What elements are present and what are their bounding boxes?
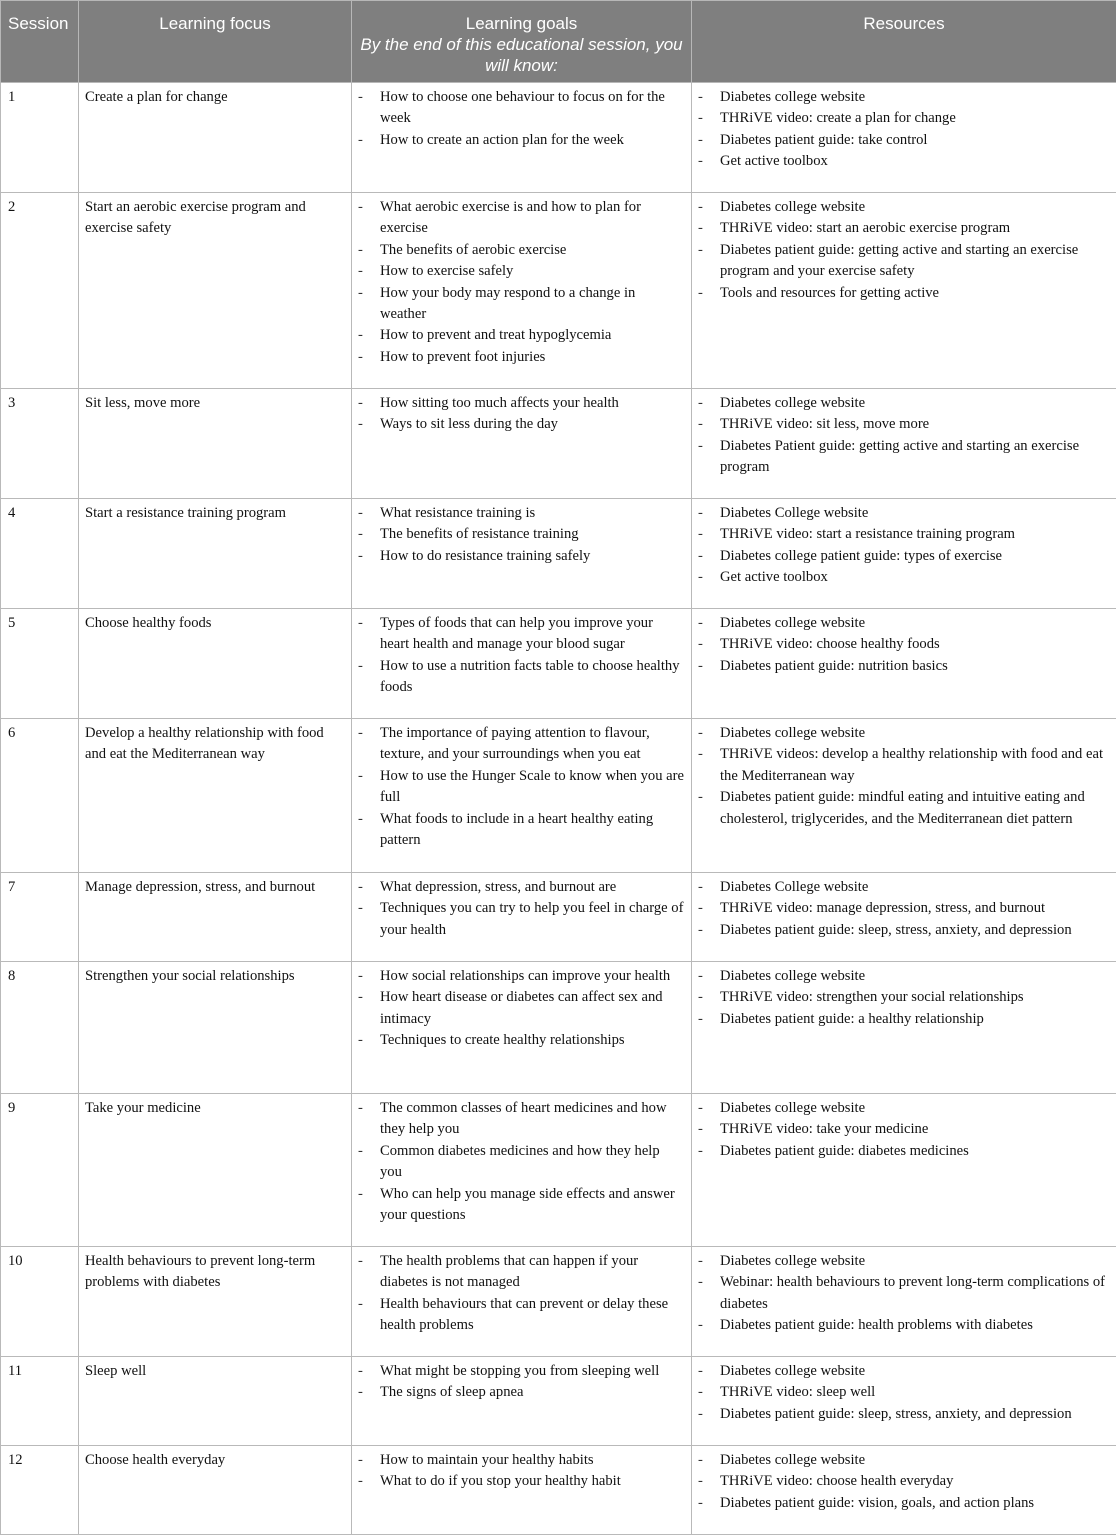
resources xyxy=(692,83,1116,193)
learning-goals-list xyxy=(358,1361,685,1404)
session-number: 10 xyxy=(1,1247,79,1357)
resources-list xyxy=(698,87,1110,173)
session-number: 8 xyxy=(1,962,79,1094)
header-row xyxy=(1,1,1116,83)
learning-goals xyxy=(352,499,692,609)
learning-goals xyxy=(352,1094,692,1247)
session-number: 12 xyxy=(1,1446,79,1535)
goal-item: - How to create an action plan for the week xyxy=(358,130,685,151)
resource-item: - Diabetes patient guide: getting active and starting an exercise program and your exercise safety xyxy=(698,240,1110,283)
learning-goals xyxy=(352,1247,692,1357)
resource-item: - Diabetes patient guide: vision, goals, and action plans xyxy=(698,1493,1110,1514)
learning-focus: Health behaviours to prevent long-term problems with diabetes xyxy=(79,1247,352,1357)
session-number: 5 xyxy=(1,609,79,719)
resource-item: - Diabetes college website xyxy=(698,966,1110,987)
goal-item: - The signs of sleep apnea xyxy=(358,1382,685,1403)
table-row xyxy=(1,193,1116,389)
goal-item: - How to exercise safely xyxy=(358,261,685,282)
resources-list xyxy=(698,613,1110,677)
resources xyxy=(692,1247,1116,1357)
goal-item: - The common classes of heart medicines and how they help you xyxy=(358,1098,685,1141)
resource-item: - THRiVE videos: develop a healthy relationship with food and eat the Mediterranean way xyxy=(698,744,1110,787)
learning-goals-list xyxy=(358,1450,685,1493)
session-number: 7 xyxy=(1,873,79,962)
learning-focus: Develop a healthy relationship with food and eat the Mediterranean way xyxy=(79,719,352,873)
goal-item: - How your body may respond to a change in weather xyxy=(358,283,685,326)
resources-list xyxy=(698,723,1110,830)
learning-goals-list xyxy=(358,197,685,368)
goal-item: - Ways to sit less during the day xyxy=(358,414,685,435)
learning-goals xyxy=(352,962,692,1094)
goal-item: - Techniques to create healthy relationships xyxy=(358,1030,685,1051)
resource-item: - Diabetes college website xyxy=(698,613,1110,634)
learning-goals-list xyxy=(358,613,685,699)
table-row xyxy=(1,499,1116,609)
learning-focus: Choose healthy foods xyxy=(79,609,352,719)
resource-item: - Diabetes college website xyxy=(698,87,1110,108)
learning-goals xyxy=(352,83,692,193)
resource-item: - THRiVE video: start a resistance training program xyxy=(698,524,1110,545)
learning-goals xyxy=(352,389,692,499)
resource-item: - THRiVE video: manage depression, stress, and burnout xyxy=(698,898,1110,919)
resource-item: - THRiVE video: create a plan for change xyxy=(698,108,1110,129)
learning-focus: Start a resistance training program xyxy=(79,499,352,609)
goal-item: - How to choose one behaviour to focus on for the week xyxy=(358,87,685,130)
goal-item: - How to use a nutrition facts table to choose healthy foods xyxy=(358,656,685,699)
learning-focus: Sit less, move more xyxy=(79,389,352,499)
goal-item: - Health behaviours that can prevent or delay these health problems xyxy=(358,1294,685,1337)
resource-item: - Diabetes college website xyxy=(698,1251,1110,1272)
learning-goals xyxy=(352,873,692,962)
table-header xyxy=(1,1,1116,83)
table-row xyxy=(1,1446,1116,1535)
learning-focus: Start an aerobic exercise program and exercise safety xyxy=(79,193,352,389)
learning-goals-list xyxy=(358,503,685,567)
resource-item: - THRiVE video: sleep well xyxy=(698,1382,1110,1403)
resources-list xyxy=(698,197,1110,304)
header-resources: Resources xyxy=(692,1,1116,83)
session-number: 6 xyxy=(1,719,79,873)
table-row xyxy=(1,609,1116,719)
resources xyxy=(692,719,1116,873)
session-number: 9 xyxy=(1,1094,79,1247)
header-learning-goals-title: Learning goals xyxy=(465,14,578,33)
session-number: 2 xyxy=(1,193,79,389)
learning-focus: Choose health everyday xyxy=(79,1446,352,1535)
goal-item: - The health problems that can happen if your diabetes is not managed xyxy=(358,1251,685,1294)
goal-item: - How to use the Hunger Scale to know when you are full xyxy=(358,766,685,809)
resources xyxy=(692,1446,1116,1535)
learning-goals-list xyxy=(358,393,685,436)
goal-item: - The benefits of aerobic exercise xyxy=(358,240,685,261)
resource-item: - Webinar: health behaviours to prevent long-term complications of diabetes xyxy=(698,1272,1110,1315)
resource-item: - Diabetes college website xyxy=(698,723,1110,744)
resource-item: - Diabetes patient guide: mindful eating and intuitive eating and cholesterol, triglycerides, and the Mediterranean diet pattern xyxy=(698,787,1110,830)
learning-goals-list xyxy=(358,87,685,151)
resource-item: - THRiVE video: choose healthy foods xyxy=(698,634,1110,655)
header-learning-focus: Learning focus xyxy=(79,1,352,83)
goal-item: - How to maintain your healthy habits xyxy=(358,1450,685,1471)
table-row xyxy=(1,389,1116,499)
resource-item: - Diabetes college website xyxy=(698,393,1110,414)
resource-item: - Diabetes patient guide: take control xyxy=(698,130,1110,151)
goal-item: - Who can help you manage side effects and answer your questions xyxy=(358,1184,685,1227)
resources-list xyxy=(698,1361,1110,1425)
goal-item: - What resistance training is xyxy=(358,503,685,524)
goal-item: - What depression, stress, and burnout are xyxy=(358,877,685,898)
goal-item: - Common diabetes medicines and how they help you xyxy=(358,1141,685,1184)
goal-item: - The benefits of resistance training xyxy=(358,524,685,545)
resource-item: - Diabetes patient guide: sleep, stress, anxiety, and depression xyxy=(698,1404,1110,1425)
table-row xyxy=(1,1357,1116,1446)
resource-item: - Get active toolbox xyxy=(698,151,1110,172)
resource-item: - Diabetes college patient guide: types of exercise xyxy=(698,546,1110,567)
resource-item: - Diabetes patient guide: a healthy relationship xyxy=(698,1009,1110,1030)
goal-item: - How to prevent foot injuries xyxy=(358,347,685,368)
header-learning-goals xyxy=(352,1,692,83)
goal-item: - What aerobic exercise is and how to plan for exercise xyxy=(358,197,685,240)
goal-item: - Techniques you can try to help you feel in charge of your health xyxy=(358,898,685,941)
resource-item: - Diabetes college website xyxy=(698,197,1110,218)
learning-goals-list xyxy=(358,1251,685,1337)
table-row xyxy=(1,1094,1116,1247)
resources xyxy=(692,389,1116,499)
learning-goals xyxy=(352,609,692,719)
resources xyxy=(692,609,1116,719)
resource-item: - Diabetes Patient guide: getting active and starting an exercise program xyxy=(698,436,1110,479)
resources-list xyxy=(698,503,1110,589)
resource-item: - Diabetes patient guide: diabetes medicines xyxy=(698,1141,1110,1162)
goal-item: - How sitting too much affects your health xyxy=(358,393,685,414)
resource-item: - Tools and resources for getting active xyxy=(698,283,1110,304)
goal-item: - What to do if you stop your healthy habit xyxy=(358,1471,685,1492)
learning-focus: Manage depression, stress, and burnout xyxy=(79,873,352,962)
table-body xyxy=(1,83,1116,1535)
resource-item: - Diabetes College website xyxy=(698,503,1110,524)
resources xyxy=(692,193,1116,389)
header-learning-goals-subtitle: By the end of this educational session, you will know: xyxy=(360,35,683,75)
learning-goals xyxy=(352,719,692,873)
goal-item: - What might be stopping you from sleeping well xyxy=(358,1361,685,1382)
learning-goals-list xyxy=(358,723,685,851)
resource-item: - Get active toolbox xyxy=(698,567,1110,588)
resources xyxy=(692,499,1116,609)
resource-item: - Diabetes patient guide: nutrition basics xyxy=(698,656,1110,677)
resources-list xyxy=(698,1251,1110,1337)
resource-item: - Diabetes college website xyxy=(698,1450,1110,1471)
goal-item: - What foods to include in a heart healthy eating pattern xyxy=(358,809,685,852)
resource-item: - Diabetes College website xyxy=(698,877,1110,898)
resources xyxy=(692,873,1116,962)
learning-focus: Sleep well xyxy=(79,1357,352,1446)
resource-item: - THRiVE video: choose health everyday xyxy=(698,1471,1110,1492)
resource-item: - THRiVE video: strengthen your social relationships xyxy=(698,987,1110,1008)
session-number: 3 xyxy=(1,389,79,499)
resource-item: - Diabetes patient guide: health problems with diabetes xyxy=(698,1315,1110,1336)
goal-item: - The importance of paying attention to flavour, texture, and your surroundings when you eat xyxy=(358,723,685,766)
resource-item: - Diabetes college website xyxy=(698,1361,1110,1382)
resources xyxy=(692,1357,1116,1446)
resource-item: - THRiVE video: sit less, move more xyxy=(698,414,1110,435)
table-row xyxy=(1,83,1116,193)
learning-goals-list xyxy=(358,1098,685,1226)
resource-item: - Diabetes patient guide: sleep, stress, anxiety, and depression xyxy=(698,920,1110,941)
table-row xyxy=(1,962,1116,1094)
learning-focus: Create a plan for change xyxy=(79,83,352,193)
resource-item: - Diabetes college website xyxy=(698,1098,1110,1119)
resources-list xyxy=(698,877,1110,941)
session-number: 11 xyxy=(1,1357,79,1446)
learning-focus: Take your medicine xyxy=(79,1094,352,1247)
session-number: 4 xyxy=(1,499,79,609)
session-number: 1 xyxy=(1,83,79,193)
learning-goals-list xyxy=(358,966,685,1052)
learning-goals xyxy=(352,1446,692,1535)
resources xyxy=(692,1094,1116,1247)
goal-item: - How social relationships can improve your health xyxy=(358,966,685,987)
goal-item: - How to do resistance training safely xyxy=(358,546,685,567)
resources-list xyxy=(698,393,1110,479)
header-session: Session xyxy=(1,1,79,83)
goal-item: - How to prevent and treat hypoglycemia xyxy=(358,325,685,346)
learning-goals xyxy=(352,1357,692,1446)
learning-goals xyxy=(352,193,692,389)
resources xyxy=(692,962,1116,1094)
resource-item: - THRiVE video: start an aerobic exercise program xyxy=(698,218,1110,239)
goal-item: - How heart disease or diabetes can affect sex and intimacy xyxy=(358,987,685,1030)
resources-list xyxy=(698,966,1110,1030)
table-row xyxy=(1,719,1116,873)
goal-item: - Types of foods that can help you improve your heart health and manage your blood sugar xyxy=(358,613,685,656)
resource-item: - THRiVE video: take your medicine xyxy=(698,1119,1110,1140)
learning-goals-list xyxy=(358,877,685,941)
learning-focus: Strengthen your social relationships xyxy=(79,962,352,1094)
table-row xyxy=(1,1247,1116,1357)
resources-list xyxy=(698,1098,1110,1162)
resources-list xyxy=(698,1450,1110,1514)
table-row xyxy=(1,873,1116,962)
